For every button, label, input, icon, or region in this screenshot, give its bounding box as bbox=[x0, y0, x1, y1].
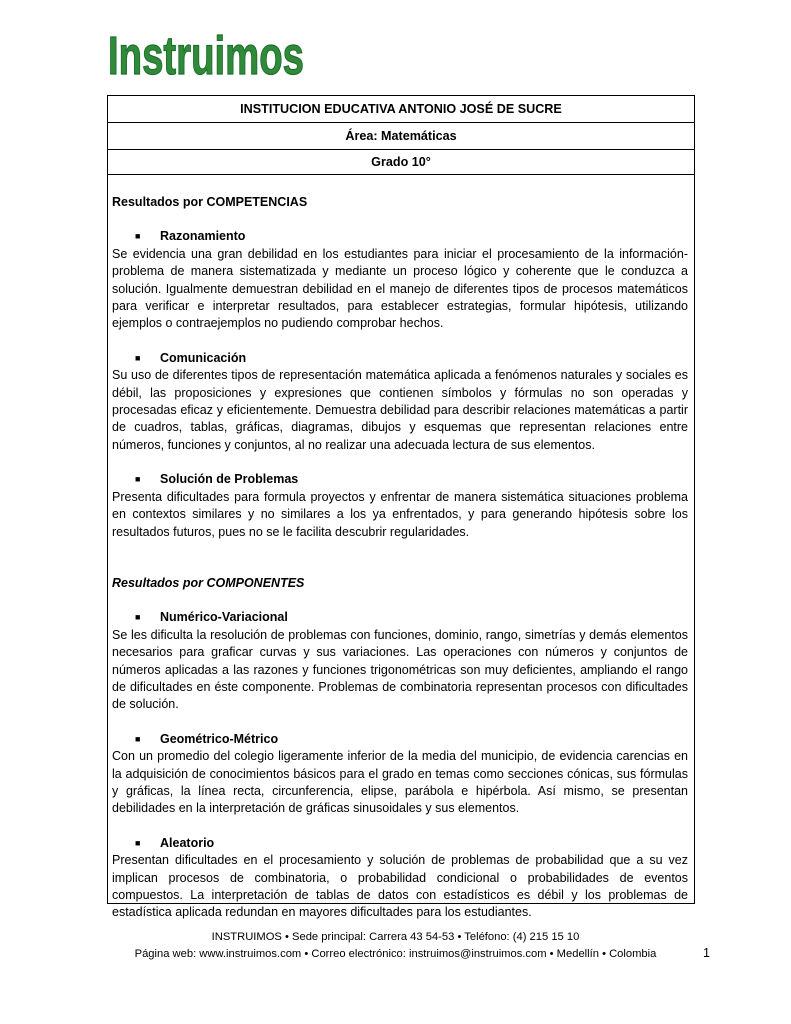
bullet-icon: ■ bbox=[135, 837, 141, 848]
bullet-icon: ■ bbox=[135, 231, 141, 242]
paragraph-aleatorio: Presentan dificultades en el procesamiento y solución de problemas de probabilidad que a su vez implican procesos de combinatoria, o probabilidad condicional o probabilidades de eventos compuestos. La interpretación de tablas de datos con estadísticos es débil y los problemas de estadística aplicada redundan en mayores dificultades para los estudiantes. bbox=[112, 853, 688, 920]
page-number: 1 bbox=[703, 946, 710, 960]
bullet-label: Razonamiento bbox=[160, 229, 246, 244]
footer-contact: Página web: www.instruimos.com • Correo electrónico: instruimos@instruimos.com • Medellín • Colombia bbox=[134, 948, 657, 960]
bullet-icon: ■ bbox=[135, 474, 141, 485]
area-title: Área: Matemáticas bbox=[108, 123, 694, 150]
instruimos-logo bbox=[108, 24, 306, 86]
bullet-label: Comunicación bbox=[160, 350, 247, 365]
logo-wordmark bbox=[108, 24, 306, 86]
paragraph-razonamiento: Se evidencia una gran debilidad en los estudiantes para iniciar el procesamiento de la información-problema de manera sistematizada y mediante un proceso lógico y coherente que le conduzca a solución. Igualmente demuestran debilidad en el manejo de diferentes tipos de procesos matemáticos para verificar e interpretar resultados, para establecer estrategias, formular hipótesis, utilizando ejemplos o contraejemplos no pudiendo comprobar hechos. bbox=[112, 246, 688, 331]
competencias-heading: Resultados por COMPETENCIAS bbox=[112, 195, 308, 209]
bullet-label: Geométrico-Métrico bbox=[160, 731, 279, 746]
logo-text: Instruimos bbox=[108, 26, 304, 86]
bullet-geometrico-metrico bbox=[112, 731, 688, 748]
institution-title: INSTITUCION EDUCATIVA ANTONIO JOSÉ DE SUCRE bbox=[108, 96, 694, 123]
document-frame bbox=[107, 95, 695, 920]
document-body bbox=[108, 175, 694, 922]
paragraph-solucion-problemas: Presenta dificultades para formula proyectos y enfrentar de manera sistemática situaciones problema en contextos similares y no similares a los ya enfrentados, y para generando hipótesis sobre los resultados futuros, pues no se le facilita descubrir regularidades. bbox=[112, 489, 688, 539]
paragraph-numerico-variacional: Se les dificulta la resolución de problemas con funciones, dominio, rango, simetrías y demás elementos necesarios para graficar curvas y sus variaciones. Las operaciones con números y conjuntos de números aplicadas a las razones y funciones trigonométricas son muy deficientes, ampliando el rango de dificultades en éste componente. Problemas de combinatoria representan procesos con dificultades de solución. bbox=[112, 627, 688, 712]
bullet-numerico-variacional bbox=[112, 609, 688, 626]
bullet-comunicacion bbox=[112, 350, 688, 367]
bullet-solucion-problemas bbox=[112, 471, 688, 488]
bullet-icon: ■ bbox=[135, 733, 141, 744]
grade-title: Grado 10° bbox=[108, 150, 694, 175]
bullet-label: Aleatorio bbox=[160, 835, 215, 850]
bullet-label: Numérico-Variacional bbox=[160, 610, 288, 625]
paragraph-comunicacion: Su uso de diferentes tipos de representación matemática aplicada a fenómenos naturales y sociales es débil, las proposiciones y expresiones que contienen símbolos y fórmulas no son operadas y procesadas eficaz y eficientemente. Demuestra debilidad para describir relaciones matemáticas a partir de cuadros, tablas, gráficas, diagramas, dibujos y esquemas que representan relaciones entre números, funciones y conjuntos, al no realizar una adecuada lectura de sus elementos. bbox=[112, 368, 688, 452]
bullet-label: Solución de Problemas bbox=[160, 472, 299, 487]
bullet-icon: ■ bbox=[135, 352, 141, 363]
bullet-razonamiento bbox=[112, 228, 688, 245]
componentes-heading: Resultados por COMPONENTES bbox=[112, 575, 305, 590]
footer-address: INSTRUIMOS • Sede principal: Carrera 43 54-53 • Teléfono: (4) 215 15 10 bbox=[211, 931, 580, 943]
bullet-aleatorio bbox=[112, 835, 688, 852]
paragraph-geometrico-metrico: Con un promedio del colegio ligeramente inferior de la media del municipio, de evidencia carencias en la adquisición de conocimientos básicos para el grado en temas como secciones cónicas, sus fórmulas y gráficas, la línea recta, circunferencia, elipse, parábola e hipérbola. Así mismo, se presentan debilidades en la interpretación de gráficas sinusoidales y sus elementos. bbox=[112, 749, 688, 816]
bullet-icon: ■ bbox=[135, 612, 141, 623]
